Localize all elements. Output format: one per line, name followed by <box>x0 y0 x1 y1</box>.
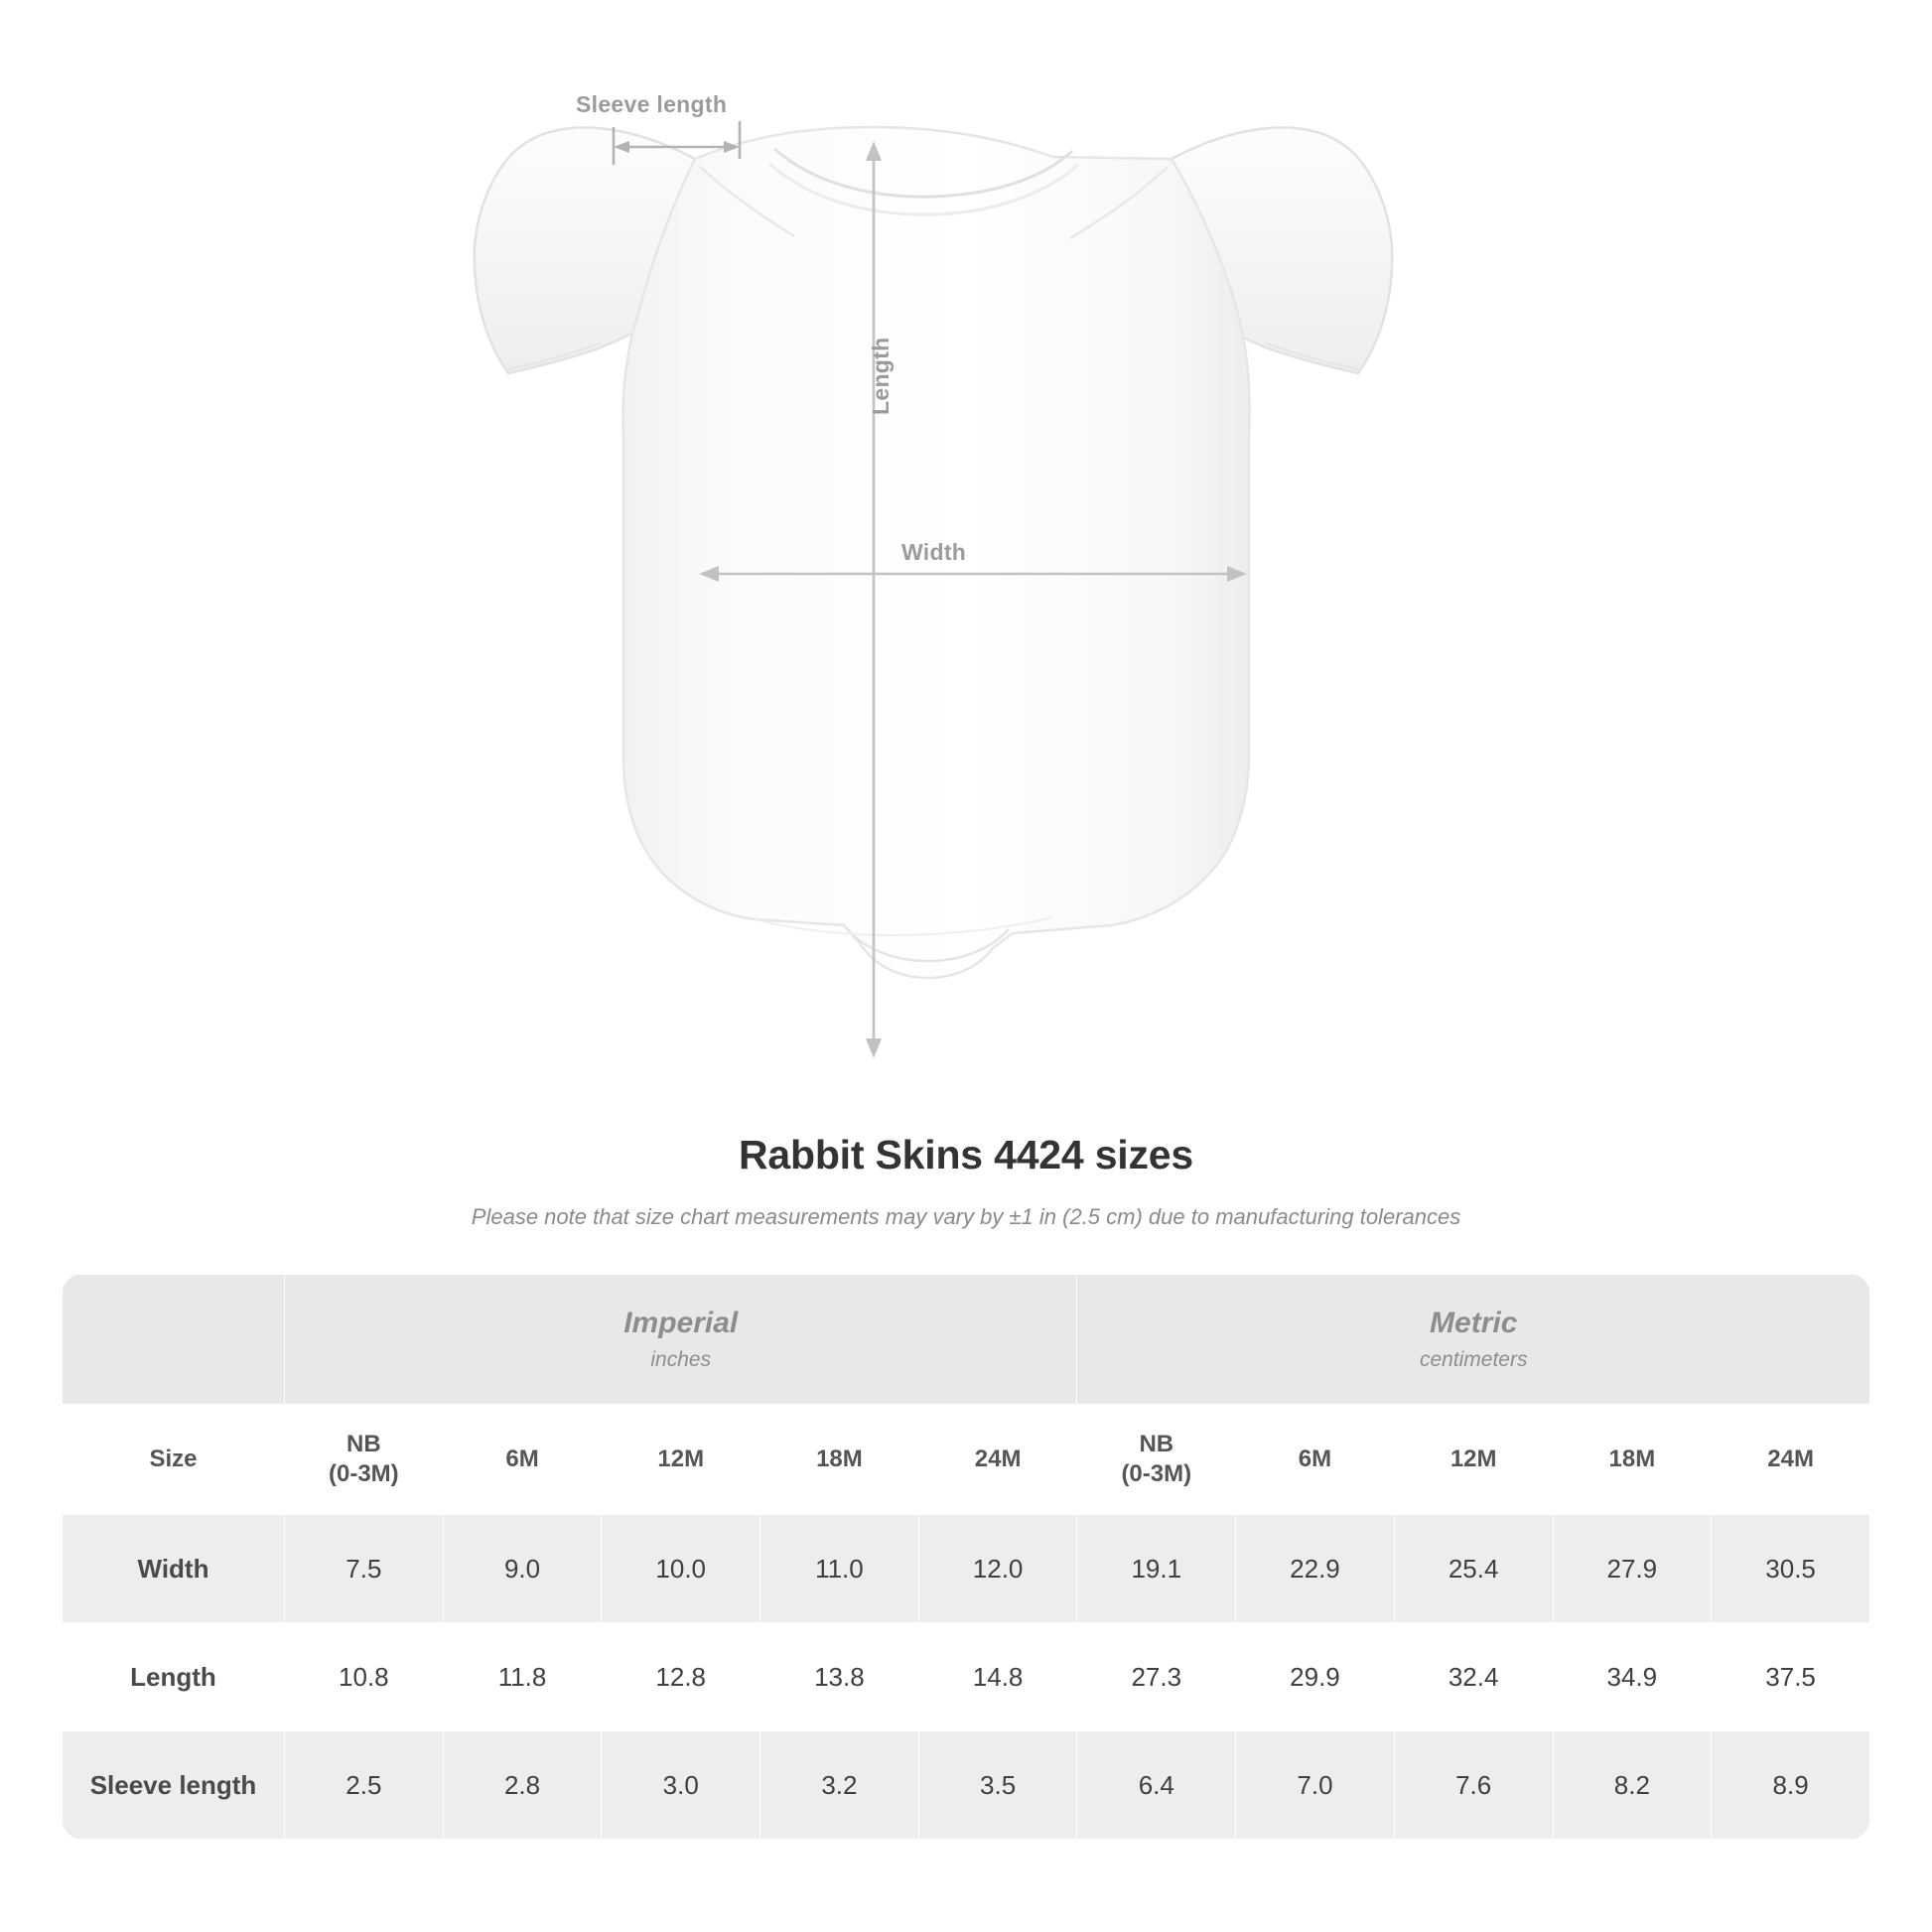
cell-sleeve-metric-18m: 8.2 <box>1553 1731 1712 1840</box>
annotation-length: Length <box>868 337 894 415</box>
cell-width-metric-24m: 30.5 <box>1712 1515 1870 1623</box>
cell-width-metric-12m: 25.4 <box>1394 1515 1553 1623</box>
annotation-sleeve-length: Sleeve length <box>576 91 728 117</box>
column-header-row <box>63 1405 1870 1515</box>
header-imperial-6m: 6M <box>443 1405 602 1515</box>
header-imperial-18m: 18M <box>760 1405 919 1515</box>
cell-width-imperial-6m: 9.0 <box>443 1515 602 1623</box>
header-metric-18m: 18M <box>1553 1405 1712 1515</box>
cell-width-metric-nb: 19.1 <box>1077 1515 1236 1623</box>
header-imperial-nb-line1: NB <box>346 1431 381 1457</box>
unit-group-imperial <box>285 1275 1077 1405</box>
cell-sleeve-metric-24m: 8.9 <box>1712 1731 1870 1840</box>
unit-header-row <box>63 1275 1870 1405</box>
header-imperial-12m: 12M <box>602 1405 760 1515</box>
table-row <box>63 1515 1870 1623</box>
cell-length-imperial-18m: 13.8 <box>760 1623 919 1731</box>
cell-sleeve-metric-6m: 7.0 <box>1236 1731 1395 1840</box>
table-row <box>63 1623 1870 1731</box>
cell-length-imperial-nb: 10.8 <box>285 1623 444 1731</box>
cell-width-metric-18m: 27.9 <box>1553 1515 1712 1623</box>
title-block <box>0 1132 1932 1230</box>
header-metric-nb-line2: (0-3M) <box>1121 1460 1192 1487</box>
cell-sleeve-imperial-12m: 3.0 <box>602 1731 760 1840</box>
cell-sleeve-imperial-6m: 2.8 <box>443 1731 602 1840</box>
cell-sleeve-metric-nb: 6.4 <box>1077 1731 1236 1840</box>
unit-corner-cell <box>63 1275 285 1405</box>
cell-sleeve-imperial-18m: 3.2 <box>760 1731 919 1840</box>
header-metric-24m: 24M <box>1712 1405 1870 1515</box>
cell-width-metric-6m: 22.9 <box>1236 1515 1395 1623</box>
unit-group-imperial-name: Imperial <box>623 1307 739 1339</box>
row-label-length: Length <box>63 1623 285 1731</box>
cell-length-metric-12m: 32.4 <box>1394 1623 1553 1731</box>
header-size-label: Size <box>63 1405 285 1515</box>
unit-group-metric-name: Metric <box>1430 1307 1518 1339</box>
cell-width-imperial-12m: 10.0 <box>602 1515 760 1623</box>
cell-length-imperial-6m: 11.8 <box>443 1623 602 1731</box>
header-imperial-24m: 24M <box>918 1405 1077 1515</box>
size-table <box>62 1274 1870 1840</box>
cell-width-imperial-nb: 7.5 <box>285 1515 444 1623</box>
unit-group-metric <box>1077 1275 1870 1405</box>
row-label-width: Width <box>63 1515 285 1623</box>
header-imperial-nb <box>285 1405 444 1515</box>
header-metric-nb <box>1077 1405 1236 1515</box>
cell-length-metric-24m: 37.5 <box>1712 1623 1870 1731</box>
unit-group-imperial-sub: inches <box>650 1348 712 1371</box>
cell-length-metric-18m: 34.9 <box>1553 1623 1712 1731</box>
cell-length-imperial-24m: 14.8 <box>918 1623 1077 1731</box>
cell-length-imperial-12m: 12.8 <box>602 1623 760 1731</box>
cell-sleeve-metric-12m: 7.6 <box>1394 1731 1553 1840</box>
cell-length-metric-6m: 29.9 <box>1236 1623 1395 1731</box>
header-imperial-nb-line2: (0-3M) <box>329 1460 399 1487</box>
header-metric-12m: 12M <box>1394 1405 1553 1515</box>
annotation-width: Width <box>901 539 967 565</box>
unit-group-metric-sub: centimeters <box>1419 1348 1528 1371</box>
cell-width-imperial-24m: 12.0 <box>918 1515 1077 1623</box>
cell-sleeve-imperial-24m: 3.5 <box>918 1731 1077 1840</box>
cell-length-metric-nb: 27.3 <box>1077 1623 1236 1731</box>
header-metric-nb-line1: NB <box>1139 1431 1174 1457</box>
cell-sleeve-imperial-nb: 2.5 <box>285 1731 444 1840</box>
header-metric-6m: 6M <box>1236 1405 1395 1515</box>
row-label-sleeve-length: Sleeve length <box>63 1731 285 1840</box>
cell-width-imperial-18m: 11.0 <box>760 1515 919 1623</box>
tolerance-note: Please note that size chart measurements may vary by ±1 in (2.5 cm) due to manufacturing tolerances <box>471 1204 1461 1229</box>
table-row <box>63 1731 1870 1840</box>
page-title: Rabbit Skins 4424 sizes <box>738 1132 1193 1177</box>
size-table-wrapper <box>62 1274 1870 1840</box>
